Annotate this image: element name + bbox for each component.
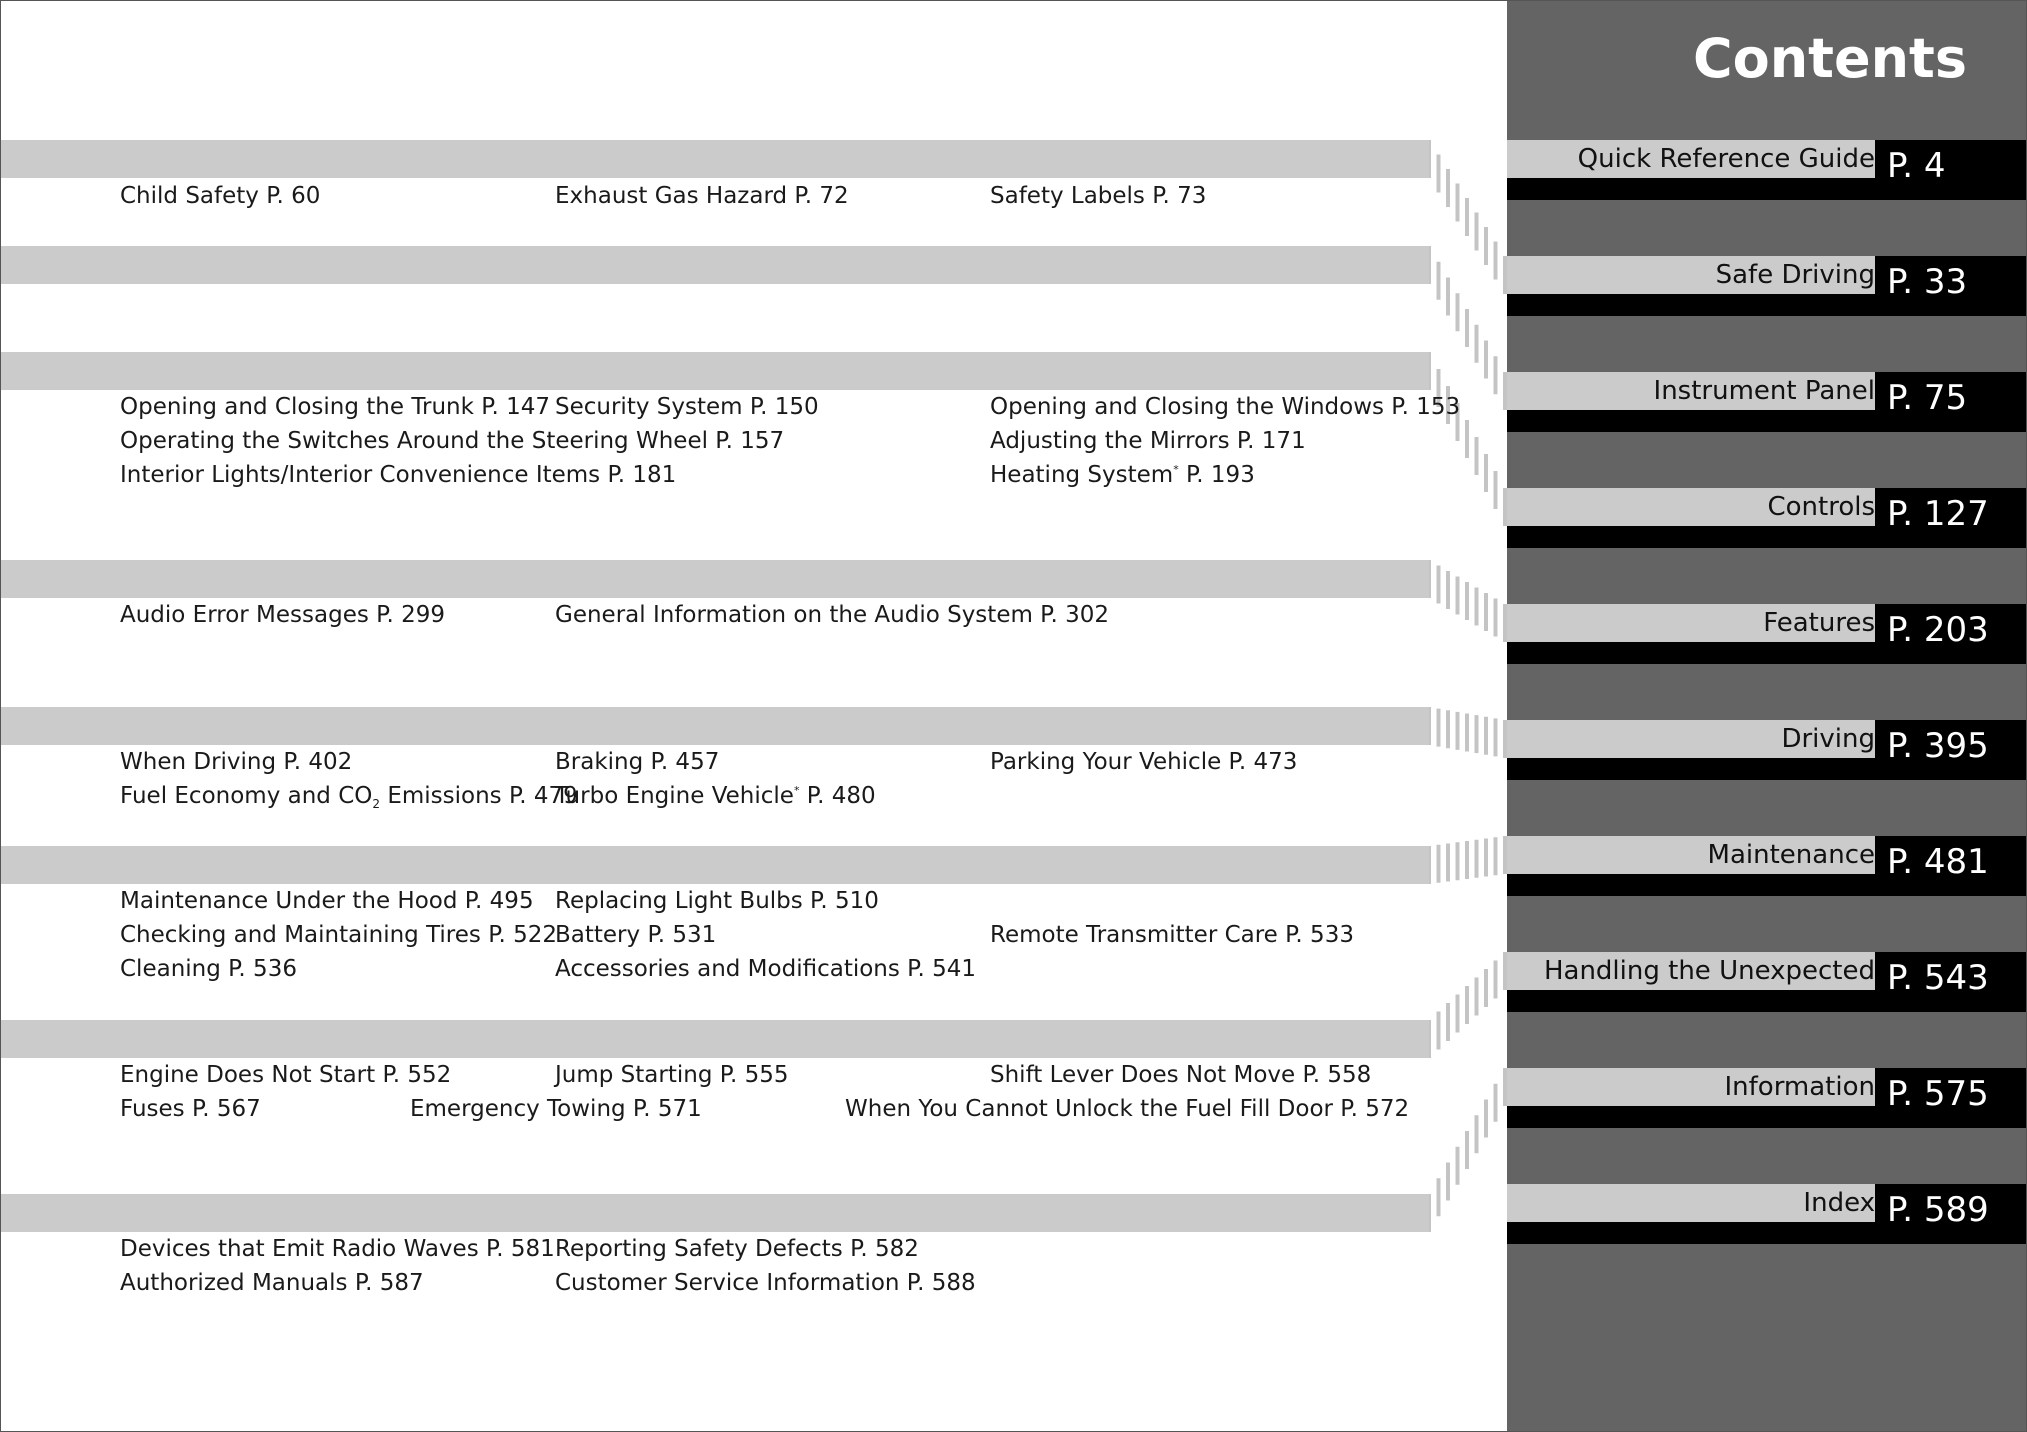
contents-title: Contents: [1692, 27, 1967, 90]
tab-driving[interactable]: [1507, 720, 2027, 780]
connector-stripes: [1429, 560, 1505, 642]
tab-label: Safe Driving: [1507, 256, 1891, 294]
link-fuel-fill-door[interactable]: When You Cannot Unlock the Fuel Fill Door P. 572: [845, 1096, 1410, 1122]
tab-page: P. 395: [1875, 720, 2027, 780]
link-under-hood[interactable]: Maintenance Under the Hood P. 495: [120, 888, 534, 914]
tab-index[interactable]: [1507, 1184, 2027, 1244]
tab-label: Controls: [1507, 488, 1891, 526]
tab-label: Features: [1507, 604, 1891, 642]
tab-label: Index: [1507, 1184, 1891, 1222]
connector-stripes: [1429, 836, 1505, 884]
asterisk-mark: *: [793, 784, 800, 797]
link-when-driving[interactable]: When Driving P. 402: [120, 749, 353, 775]
tab-instrument-panel[interactable]: [1507, 372, 2027, 432]
band-features: [1, 560, 1429, 598]
connector-stripes: [1429, 1068, 1505, 1232]
link-windows[interactable]: Opening and Closing the Windows P. 153: [990, 394, 1461, 420]
tab-page: P. 481: [1875, 836, 2027, 896]
link-steering-switches[interactable]: Operating the Switches Around the Steering Wheel P. 157: [120, 428, 785, 454]
co2-subscript: 2: [372, 797, 381, 811]
link-tires[interactable]: Checking and Maintaining Tires P. 522: [120, 922, 558, 948]
link-safety-defects[interactable]: Reporting Safety Defects P. 582: [555, 1236, 919, 1262]
tab-label: Driving: [1507, 720, 1891, 758]
link-remote-transmitter[interactable]: Remote Transmitter Care P. 533: [990, 922, 1354, 948]
tab-page: P. 589: [1875, 1184, 2027, 1244]
link-audio-general-info[interactable]: General Information on the Audio System P. 302: [555, 602, 1109, 628]
heating-system-text: Heating System: [990, 462, 1174, 488]
link-emergency-towing[interactable]: Emergency Towing P. 571: [410, 1096, 702, 1122]
turbo-engine-page: P. 480: [806, 783, 876, 809]
link-jump-starting[interactable]: Jump Starting P. 555: [555, 1062, 789, 1088]
link-exhaust-gas-hazard[interactable]: Exhaust Gas Hazard P. 72: [555, 183, 849, 209]
tab-page: P. 33: [1875, 256, 2027, 316]
asterisk-mark: *: [1173, 463, 1179, 476]
link-mirrors[interactable]: Adjusting the Mirrors P. 171: [990, 428, 1306, 454]
link-audio-error-messages[interactable]: Audio Error Messages P. 299: [120, 602, 445, 628]
heating-system-page: P. 193: [1186, 462, 1255, 488]
link-trunk[interactable]: Opening and Closing the Trunk P. 147: [120, 394, 551, 420]
link-customer-service[interactable]: Customer Service Information P. 588: [555, 1270, 976, 1296]
turbo-engine-text: Turbo Engine Vehicle: [555, 783, 794, 809]
tab-page: P. 543: [1875, 952, 2027, 1012]
tab-page: P. 203: [1875, 604, 2027, 664]
link-heating-system[interactable]: [990, 458, 1255, 492]
link-authorized-manuals[interactable]: Authorized Manuals P. 587: [120, 1270, 424, 1296]
tab-label: Instrument Panel: [1507, 372, 1891, 410]
band-safe-driving: [1, 140, 1429, 178]
band-instrument-panel: [1, 246, 1429, 284]
link-shift-lever[interactable]: Shift Lever Does Not Move P. 558: [990, 1062, 1372, 1088]
tab-page: P. 127: [1875, 488, 2027, 548]
tab-features[interactable]: [1507, 604, 2027, 664]
tab-page: P. 75: [1875, 372, 2027, 432]
tab-page: P. 4: [1875, 140, 2027, 200]
link-safety-labels[interactable]: Safety Labels P. 73: [990, 183, 1207, 209]
band-driving: [1, 707, 1429, 745]
link-accessories[interactable]: Accessories and Modifications P. 541: [555, 956, 976, 982]
band-controls: [1, 352, 1429, 390]
fuel-economy-text: Fuel Economy and CO: [120, 783, 373, 809]
link-security-system[interactable]: Security System P. 150: [555, 394, 819, 420]
link-fuses[interactable]: Fuses P. 567: [120, 1096, 261, 1122]
band-maintenance: [1, 846, 1429, 884]
link-light-bulbs[interactable]: Replacing Light Bulbs P. 510: [555, 888, 879, 914]
link-fuel-economy[interactable]: [120, 779, 578, 813]
fuel-economy-page: Emissions P. 479: [380, 783, 578, 809]
link-child-safety[interactable]: Child Safety P. 60: [120, 183, 321, 209]
tab-label: Quick Reference Guide: [1507, 140, 1891, 178]
band-information: [1, 1194, 1429, 1232]
link-engine-not-start[interactable]: Engine Does Not Start P. 552: [120, 1062, 452, 1088]
tab-information[interactable]: [1507, 1068, 2027, 1128]
connector-stripes: [1429, 707, 1505, 758]
tab-handling-the-unexpected[interactable]: [1507, 952, 2027, 1012]
link-braking[interactable]: Braking P. 457: [555, 749, 720, 775]
tab-label: Handling the Unexpected: [1507, 952, 1891, 990]
connector-stripes: [1429, 952, 1505, 1058]
link-battery[interactable]: Battery P. 531: [555, 922, 717, 948]
band-handling: [1, 1020, 1429, 1058]
tab-controls[interactable]: [1507, 488, 2027, 548]
link-parking[interactable]: Parking Your Vehicle P. 473: [990, 749, 1298, 775]
tab-label: Maintenance: [1507, 836, 1891, 874]
tab-safe-driving[interactable]: [1507, 256, 2027, 316]
link-turbo-engine[interactable]: [555, 779, 876, 813]
tab-quick-reference-guide[interactable]: [1507, 140, 2027, 200]
link-cleaning[interactable]: Cleaning P. 536: [120, 956, 297, 982]
link-radio-waves[interactable]: Devices that Emit Radio Waves P. 581: [120, 1236, 555, 1262]
tab-maintenance[interactable]: [1507, 836, 2027, 896]
tab-page: P. 575: [1875, 1068, 2027, 1128]
tab-label: Information: [1507, 1068, 1891, 1106]
contents-sidebar: [1507, 1, 2027, 1432]
link-interior-lights[interactable]: Interior Lights/Interior Convenience Items P. 181: [120, 462, 677, 488]
